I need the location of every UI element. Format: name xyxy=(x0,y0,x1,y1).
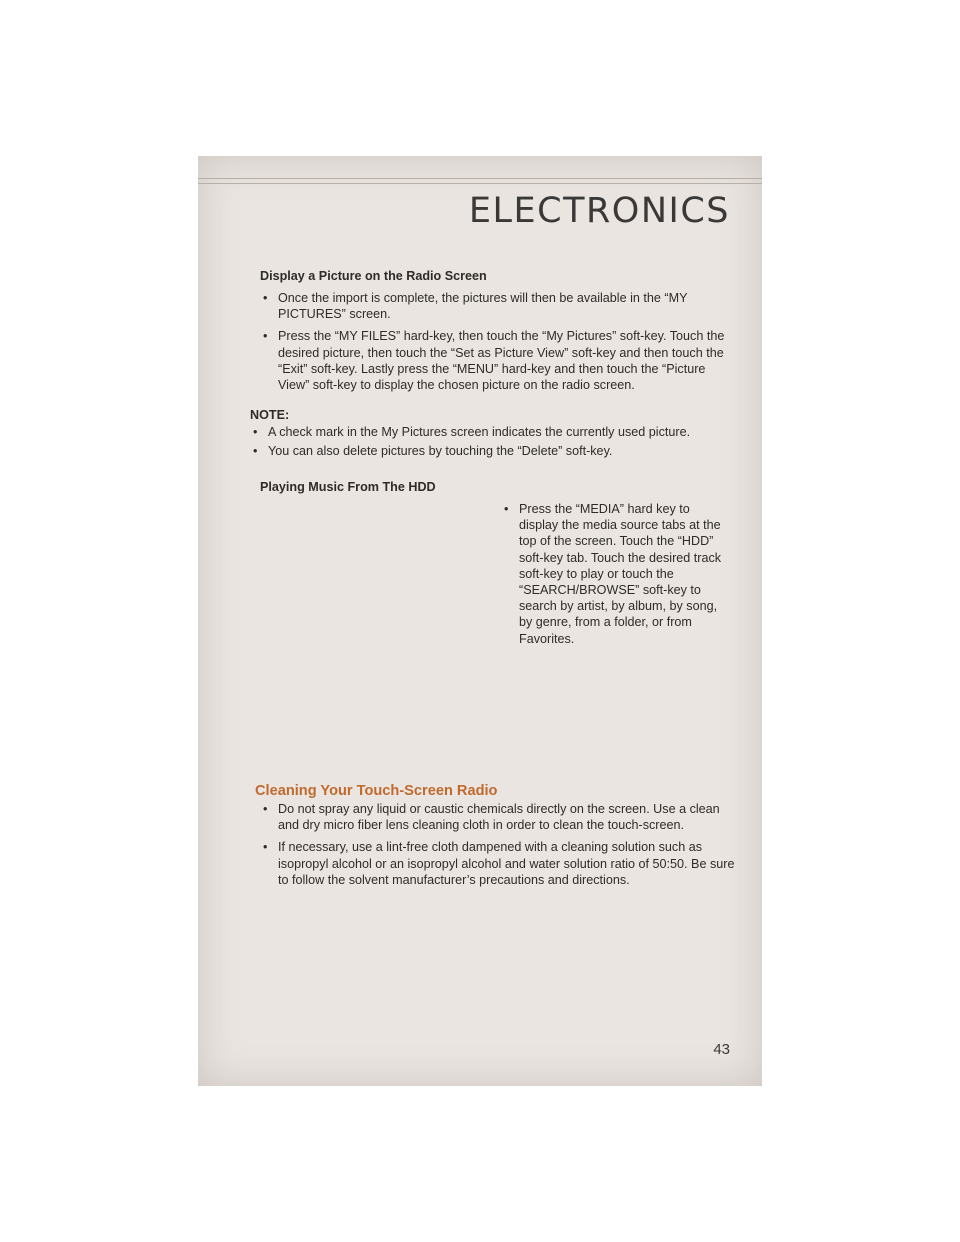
cleaning-bullet-list xyxy=(260,801,738,894)
section-header: ELECTRONICS xyxy=(468,191,730,231)
list-item: • You can also delete pictures by touching the “Delete” soft-key. xyxy=(250,443,736,459)
picture-bullet-list xyxy=(260,290,736,399)
note-bullet-list xyxy=(250,424,736,462)
list-item: • Do not spray any liquid or caustic chemicals directly on the screen. Use a clean and dry micro fiber lens cleaning cloth in order to clean the touch-screen. xyxy=(260,801,738,833)
hdd-bullet-list xyxy=(501,501,729,653)
list-item: • Press the “MY FILES” hard-key, then touch the “My Pictures” soft-key. Touch the desired picture, then touch the “Set as Picture View” soft-key and then touch the “Exit” soft-key. Lastly press the “MENU” hard-key and then touch the “Picture View” soft-key to display the chosen picture on the radio screen. xyxy=(260,328,736,393)
list-item: • Once the import is complete, the pictures will then be available in the “MY PICTURES” screen. xyxy=(260,290,736,322)
list-item: • If necessary, use a lint-free cloth dampened with a cleaning solution such as isopropyl alcohol or an isopropyl alcohol and water solution ratio of 50:50. Be sure to follow the solvent manufacturer’s precautions and directions. xyxy=(260,839,738,888)
list-item: • A check mark in the My Pictures screen indicates the currently used picture. xyxy=(250,424,736,440)
page-number: 43 xyxy=(713,1041,730,1058)
note-label: NOTE: xyxy=(250,408,290,422)
header-rule xyxy=(198,178,762,184)
picture-subheading: Display a Picture on the Radio Screen xyxy=(260,269,487,283)
manual-page xyxy=(198,156,762,1086)
cleaning-section-title: Cleaning Your Touch-Screen Radio xyxy=(255,783,498,799)
hdd-subheading: Playing Music From The HDD xyxy=(260,480,436,494)
list-item: • Press the “MEDIA” hard key to display the media source tabs at the top of the screen. Touch the “HDD” soft-key tab. Touch the desired track soft-key to play or touch the “SEARCH/BROWSE” soft-key to search by artist, by album, by song, by genre, from a folder, or from Favorites. xyxy=(501,501,729,647)
